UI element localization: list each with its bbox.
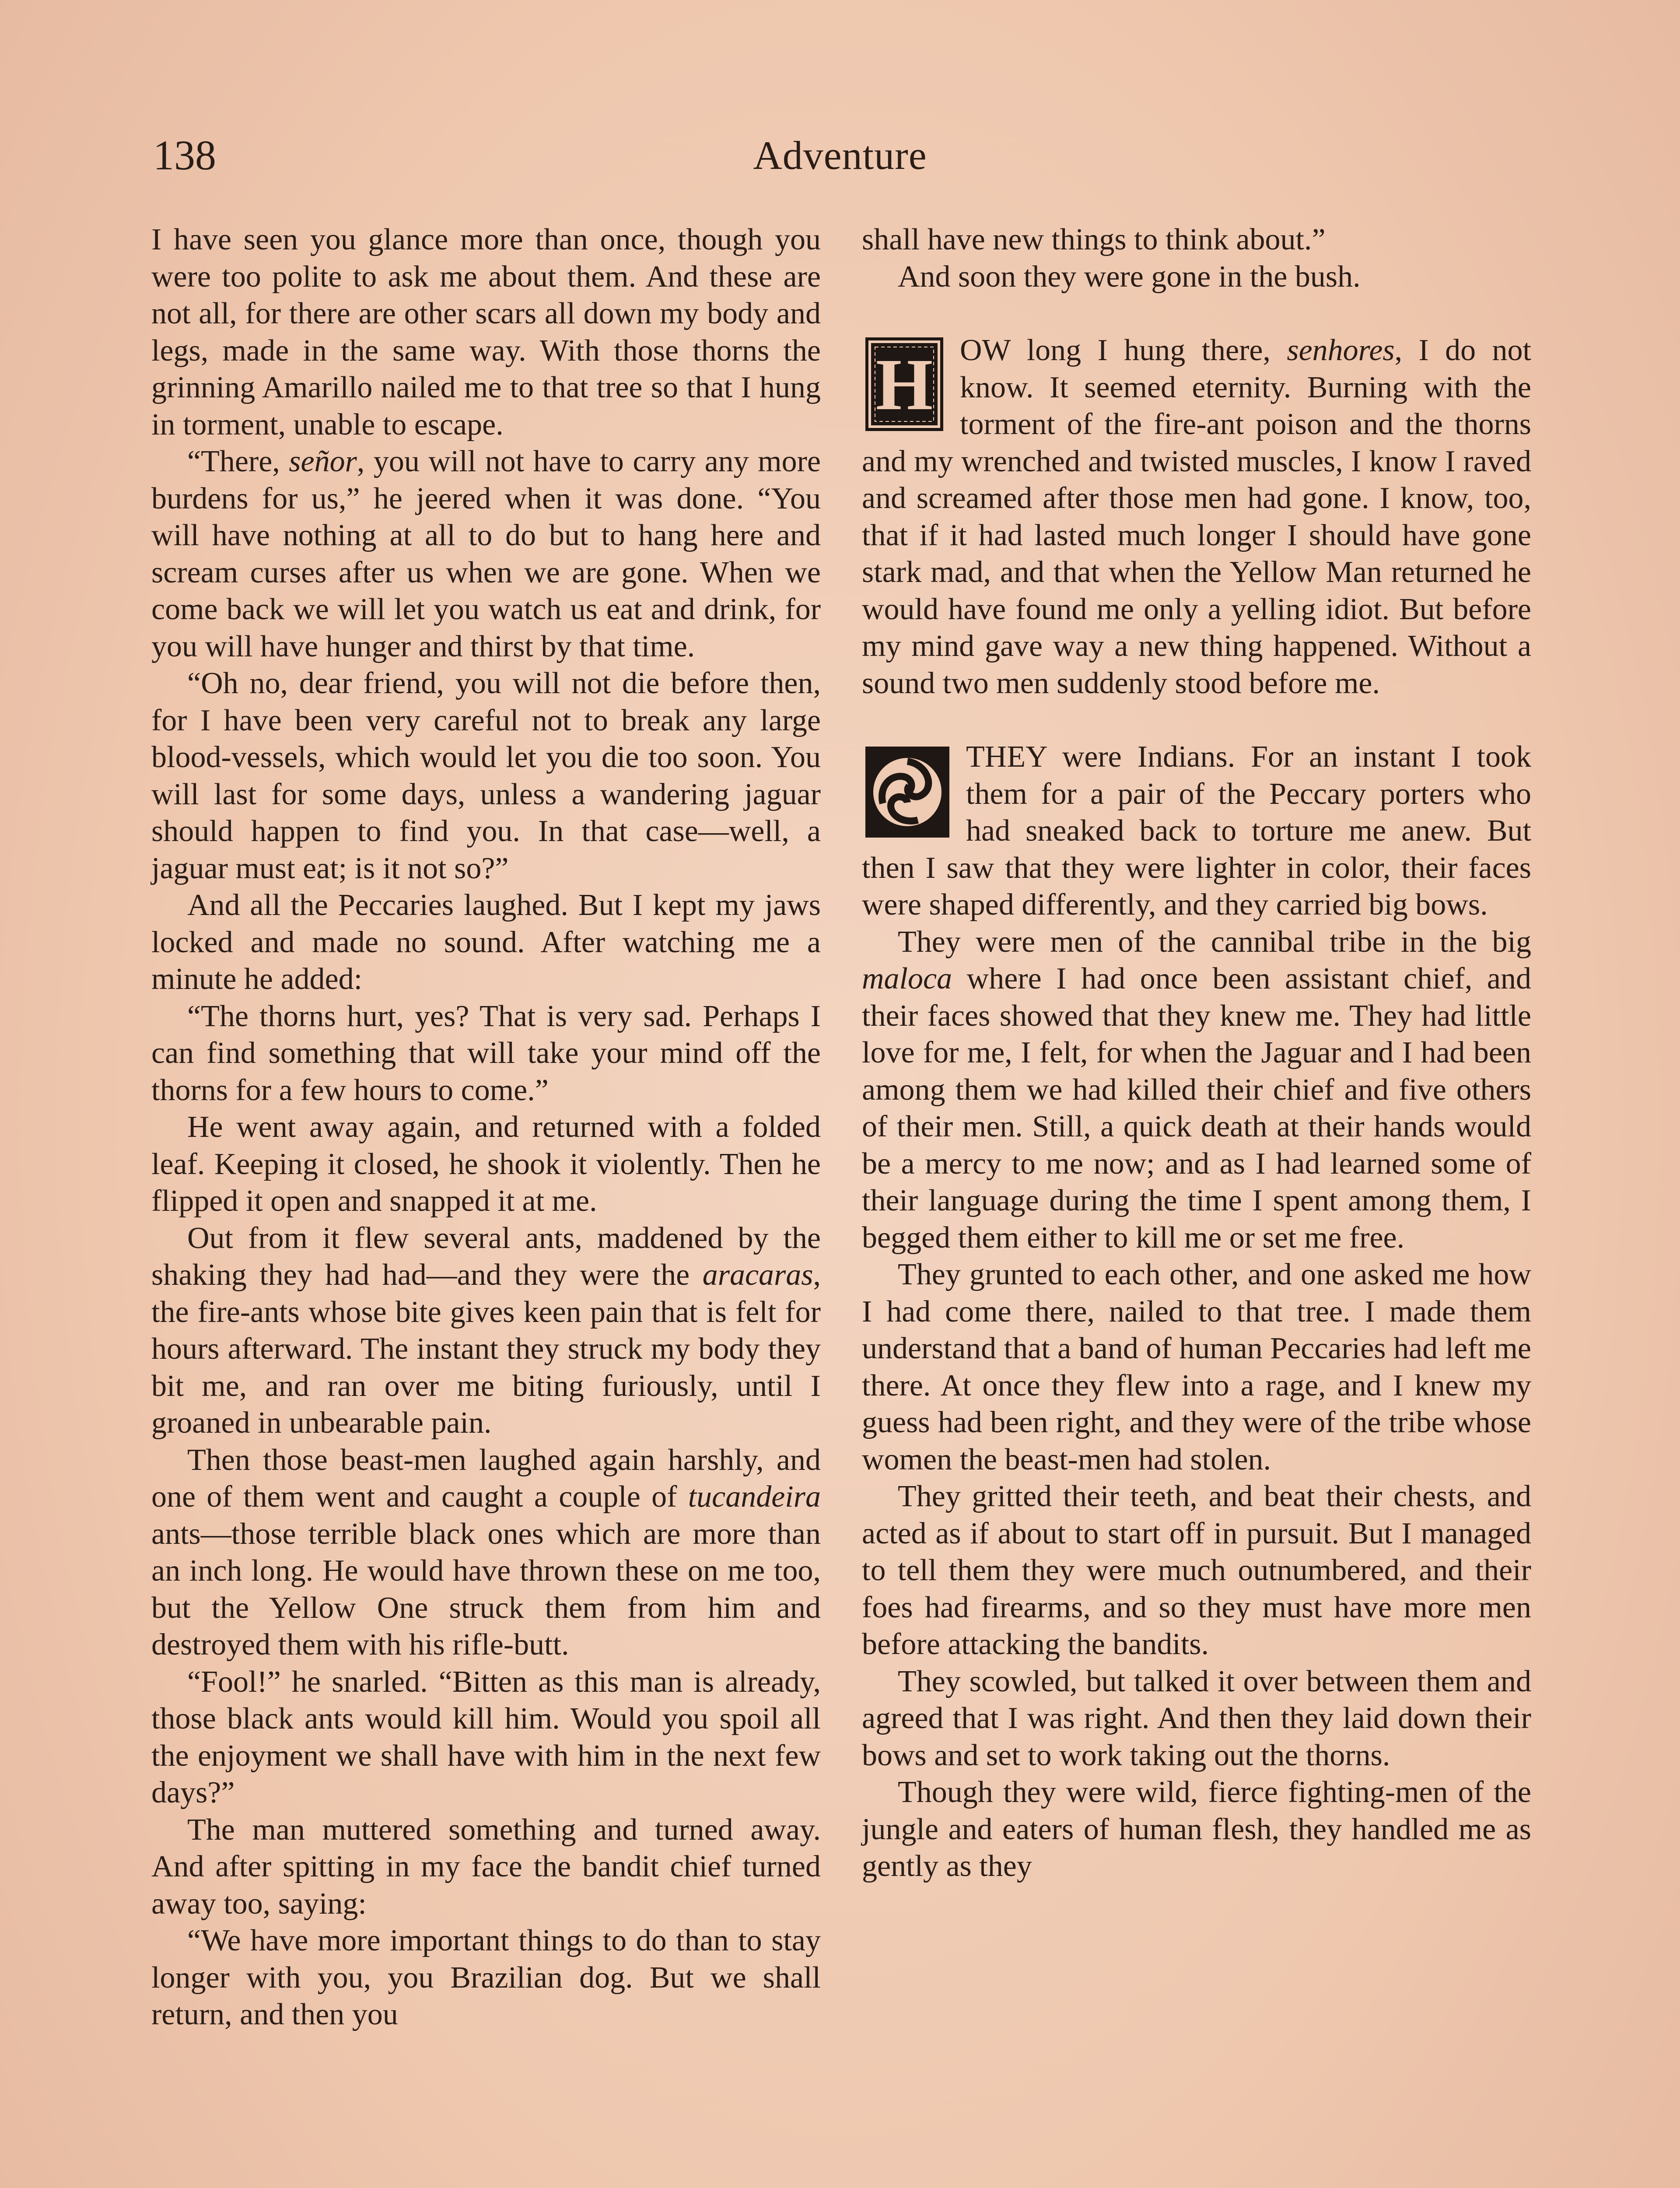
paragraph: “There, señor, you will not have to carry any more burdens for us,” he jeered when it was done. “You will have nothing at all to do but to hang here and scream curses after us when we are gone. When we come back we will let you watch us eat and drink, for you will have hunger and thirst by that time.	[151, 445, 821, 663]
paragraph: The man muttered something and turned away. And after spitting in my face the bandit chief turned away too, saying:	[151, 1813, 821, 1921]
paragraph: “Oh no, dear friend, you will not die before then, for I have been very careful not to break any large blood-vessels, which would let you die too soon. You will last for some days, unless a wandering jaguar should happen to find you. In that case—well, a jaguar must eat; is it not so?”	[151, 666, 821, 885]
paragraph: Then those beast-men laughed again harshly, and one of them went and caught a couple of tucandeira ants—those terrible black ones which are more than an inch long. He would have thrown these on me too, but the Yellow One struck them from him and destroyed them with his rifle-butt.	[151, 1443, 821, 1662]
swirl-ornament-icon	[865, 747, 949, 838]
section-one-paragraph	[862, 332, 1531, 702]
paragraph: He went away again, and returned with a folded leaf. Keeping it closed, he shook it violently. Then he flipped it open and snapped it at me.	[151, 1110, 821, 1218]
paragraph: They grunted to each other, and one asked me how I had come there, nailed to that tree. I made them understand that a band of human Peccaries had left me there. At once they flew into a rage, and I knew my guess had been right, and they were of the tribe whose women the beast-men had stolen.	[862, 1258, 1531, 1476]
drop-cap-letter: H	[875, 344, 933, 425]
page-number: 138	[153, 132, 216, 179]
section-two-paragraph	[862, 739, 1531, 924]
section-two-text: HEY were Indians. For an instant I took them for a pair of the Peccary porters who had sneaked back to torture me anew. But then I saw that they were lighter in color, their faces were shaped differently, and they carried big bows.	[862, 740, 1531, 922]
left-column	[151, 221, 821, 2034]
paragraph: shall have new things to think about.”	[862, 223, 1326, 256]
paragraph: “Fool!” he snarled. “Bitten as this man is already, those black ants would kill him. Would you spoil all the enjoyment we shall have with him in the next few days?”	[151, 1665, 821, 1809]
paragraph: And soon they were gone in the bush.	[898, 259, 1361, 294]
paragraph: “We have more important things to do than to stay longer with you, you Brazilian dog. But we shall return, and then you	[151, 1924, 821, 2031]
drop-cap-t	[865, 747, 949, 838]
paragraph: They scowled, but talked it over between them and agreed that I was right. And then they laid down their bows and set to work taking out the thorns.	[862, 1664, 1531, 1772]
paragraph: “The thorns hurt, yes? That is very sad. Perhaps I can find something that will take your mind off the thorns for a few hours to come.”	[151, 999, 821, 1107]
drop-cap-letter: T	[966, 740, 985, 774]
paragraph: I have seen you glance more than once, though you were too polite to ask me about them. And these are not all, for there are other scars all down my body and legs, made in the same way. With those thorns the grinning Amarillo nailed me to that tree so that I hung in torment, unable to escape.	[151, 223, 821, 442]
section-one-text: OW long I hung there, senhores, I do not know. It seemed eternity. Burning with the torment of the fire-ant poison and the thorns and my wrenched and twisted muscles, I know I raved and screamed after those men had gone. I know, too, that if it had lasted much longer I should have gone stark mad, and that when the Yellow Man returned he would have found me only a yelling idiot. But before my mind gave way a new thing happened. Without a sound two men suddenly stood before me.	[862, 333, 1531, 700]
paragraph: They were men of the cannibal tribe in the big maloca where I had once been assistant chief, and their faces showed that they knew me. They had little love for me, I felt, for when the Jaguar and I had been among them we had killed their chief and five others of their men. Still, a quick death at their hands would be a mercy to me now; and as I had learned some of their language during the time I spent among them, I begged them either to kill me or set me free.	[862, 925, 1531, 1255]
paragraph: They gritted their teeth, and beat their chests, and acted as if about to start off in pursuit. But I managed to tell them they were much outnumbered, and their foes had firearms, and so they must have more men before attacking the bandits.	[862, 1480, 1531, 1661]
paragraph: And all the Peccaries laughed. But I kept my jaws locked and made no sound. After watching me a minute he added:	[151, 888, 821, 996]
page-header	[0, 127, 1680, 184]
running-title: Adventure	[753, 133, 927, 178]
drop-cap-h	[865, 337, 943, 431]
paragraph: Out from it flew several ants, maddened by the shaking they had had—and they were the aracaras, the fire-ants whose bite gives keen pain that is felt for hours afterward. The instant they struck my body they bit me, and ran over me biting furiously, until I groaned in unbearable pain.	[151, 1221, 821, 1440]
paragraph: Though they were wild, fierce fighting-men of the jungle and eaters of human flesh, they handled me as gently as they	[862, 1775, 1531, 1883]
right-column	[862, 221, 1531, 1885]
